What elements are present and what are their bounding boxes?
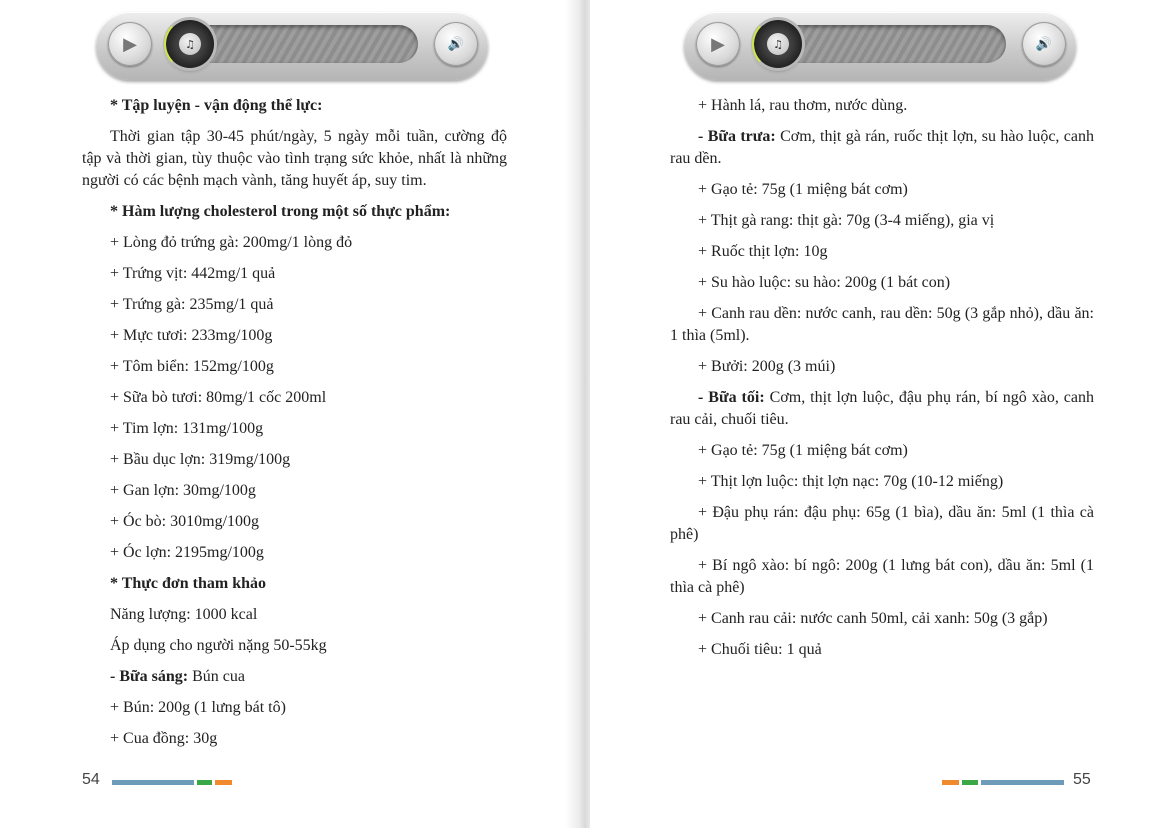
bold-heading: - Bữa trưa: <box>698 128 776 145</box>
paragraph <box>82 542 507 564</box>
paragraph <box>82 387 507 409</box>
accent-bar-blue <box>981 780 1064 785</box>
paragraph-text: + Su hào luộc: su hào: 200g (1 bát con) <box>698 274 951 291</box>
paragraph <box>670 241 1094 263</box>
audio-player-left <box>96 12 488 82</box>
play-icon: ▶ <box>123 33 137 55</box>
accent-bar-green <box>962 780 978 785</box>
right-page-text <box>670 95 1094 670</box>
paragraph <box>82 294 507 316</box>
paragraph-text: + Hành lá, rau thơm, nước dùng. <box>698 97 908 114</box>
paragraph-text: + Bí ngô xào: bí ngô: 200g (1 lưng bát con), dầu ăn: 5ml (1 thìa cà phê) <box>670 557 1094 596</box>
play-button[interactable] <box>696 22 740 66</box>
paragraph <box>670 95 1094 117</box>
paragraph <box>670 272 1094 294</box>
paragraph <box>670 555 1094 599</box>
paragraph-text: Cơm, thịt lợn luộc, đậu phụ rán, bí ngô xào, canh rau cải, chuối tiêu. <box>670 389 1095 428</box>
paragraph-text: + Gạo tẻ: 75g (1 miệng bát cơm) <box>698 442 908 459</box>
paragraph <box>670 210 1094 232</box>
paragraph <box>670 471 1094 493</box>
progress-knob[interactable] <box>754 20 802 68</box>
paragraph <box>82 697 507 719</box>
play-button[interactable] <box>108 22 152 66</box>
paragraph <box>670 179 1094 201</box>
knob-arc <box>752 18 804 70</box>
paragraph-text: + Thịt lợn luộc: thịt lợn nạc: 70g (10-12 miếng) <box>698 473 1004 490</box>
music-note-icon: ♫ <box>767 33 789 55</box>
paragraph <box>670 440 1094 462</box>
paragraph <box>82 263 507 285</box>
paragraph <box>82 95 507 117</box>
paragraph-text: + Ruốc thịt lợn: 10g <box>698 243 828 260</box>
paragraph <box>670 639 1094 661</box>
paragraph-text: + Cua đồng: 30g <box>110 730 218 747</box>
accent-bar-orange <box>942 780 959 785</box>
volume-button[interactable] <box>1022 22 1066 66</box>
paragraph <box>670 502 1094 546</box>
paragraph <box>82 604 507 626</box>
accent-bar-blue <box>112 780 194 785</box>
paragraph <box>82 201 507 223</box>
paragraph <box>82 666 507 688</box>
paragraph-text: + Sữa bò tươi: 80mg/1 cốc 200ml <box>110 389 327 406</box>
paragraph-text: + Canh rau cải: nước canh 50ml, cải xanh: 50g (3 gắp) <box>698 610 1048 627</box>
paragraph-text: + Thịt gà rang: thịt gà: 70g (3-4 miếng), gia vị <box>698 212 995 229</box>
volume-icon: 🔊 <box>1035 36 1053 52</box>
paragraph <box>670 126 1094 170</box>
paragraph <box>82 573 507 595</box>
paragraph-text: + Canh rau dền: nước canh, rau dền: 50g (3 gắp nhỏ), dầu ăn: 1 thìa (5ml). <box>670 305 1094 344</box>
paragraph-text: + Lòng đỏ trứng gà: 200mg/1 lòng đỏ <box>110 234 353 251</box>
paragraph <box>82 418 507 440</box>
paragraph-text: + Gan lợn: 30mg/100g <box>110 482 256 499</box>
paragraph <box>670 387 1094 431</box>
paragraph-text: + Mực tươi: 233mg/100g <box>110 327 273 344</box>
paragraph <box>82 511 507 533</box>
paragraph-text: + Bún: 200g (1 lưng bát tô) <box>110 699 286 716</box>
paragraph <box>82 480 507 502</box>
bold-heading: * Tập luyện - vận động thể lực: <box>110 97 323 114</box>
left-page-text <box>82 95 507 759</box>
paragraph <box>82 635 507 657</box>
paragraph-text: Thời gian tập 30-45 phút/ngày, 5 ngày mỗi tuần, cường độ tập và thời gian, tùy thuộc vào tình trạng sức khỏe, nhất là những người có các bệnh mạch vành, tăng huyết áp, suy tim. <box>82 128 507 189</box>
left-page <box>0 0 580 828</box>
page-number: 55 <box>1073 771 1091 788</box>
paragraph-text: + Bưởi: 200g (3 múi) <box>698 358 836 375</box>
paragraph <box>82 449 507 471</box>
paragraph <box>82 728 507 750</box>
right-page <box>590 0 1175 828</box>
play-icon: ▶ <box>711 33 725 55</box>
page-accent-bars <box>112 780 232 785</box>
bold-heading: * Hàm lượng cholesterol trong một số thực phẩm: <box>110 203 451 220</box>
bold-heading: - Bữa sáng: <box>110 668 189 685</box>
paragraph-text: + Tim lợn: 131mg/100g <box>110 420 264 437</box>
paragraph <box>82 325 507 347</box>
paragraph-text: + Gạo tẻ: 75g (1 miệng bát cơm) <box>698 181 908 198</box>
accent-bar-orange <box>215 780 232 785</box>
bold-heading: - Bữa tối: <box>698 389 765 406</box>
knob-arc <box>164 18 216 70</box>
paragraph-text: Năng lượng: 1000 kcal <box>110 606 258 623</box>
paragraph-text: + Óc bò: 3010mg/100g <box>110 513 260 530</box>
page-accent-bars <box>942 780 1064 785</box>
volume-button[interactable] <box>434 22 478 66</box>
paragraph <box>82 356 507 378</box>
paragraph <box>670 608 1094 630</box>
paragraph-text: + Đậu phụ rán: đậu phụ: 65g (1 bìa), dầu ăn: 5ml (1 thìa cà phê) <box>670 504 1094 543</box>
paragraph-text: Áp dụng cho người nặng 50-55kg <box>110 637 327 654</box>
paragraph-text: Cơm, thịt gà rán, ruốc thịt lợn, su hào luộc, canh rau dền. <box>670 128 1094 167</box>
paragraph <box>82 126 507 192</box>
paragraph-text: + Bầu dục lợn: 319mg/100g <box>110 451 291 468</box>
paragraph-text: + Trứng gà: 235mg/1 quả <box>110 296 274 313</box>
progress-knob[interactable] <box>166 20 214 68</box>
paragraph-text: + Tôm biển: 152mg/100g <box>110 358 274 375</box>
page-number: 54 <box>82 771 100 788</box>
paragraph-text: + Trứng vịt: 442mg/1 quả <box>110 265 276 282</box>
paragraph-text: + Óc lợn: 2195mg/100g <box>110 544 264 561</box>
audio-player-right <box>684 12 1076 82</box>
accent-bar-green <box>197 780 212 785</box>
paragraph-text: Bún cua <box>188 668 245 685</box>
volume-icon: 🔊 <box>447 36 465 52</box>
music-note-icon: ♫ <box>179 33 201 55</box>
paragraph <box>82 232 507 254</box>
paragraph <box>670 303 1094 347</box>
bold-heading: * Thực đơn tham khảo <box>110 575 266 592</box>
paragraph-text: + Chuối tiêu: 1 quả <box>698 641 822 658</box>
paragraph <box>670 356 1094 378</box>
